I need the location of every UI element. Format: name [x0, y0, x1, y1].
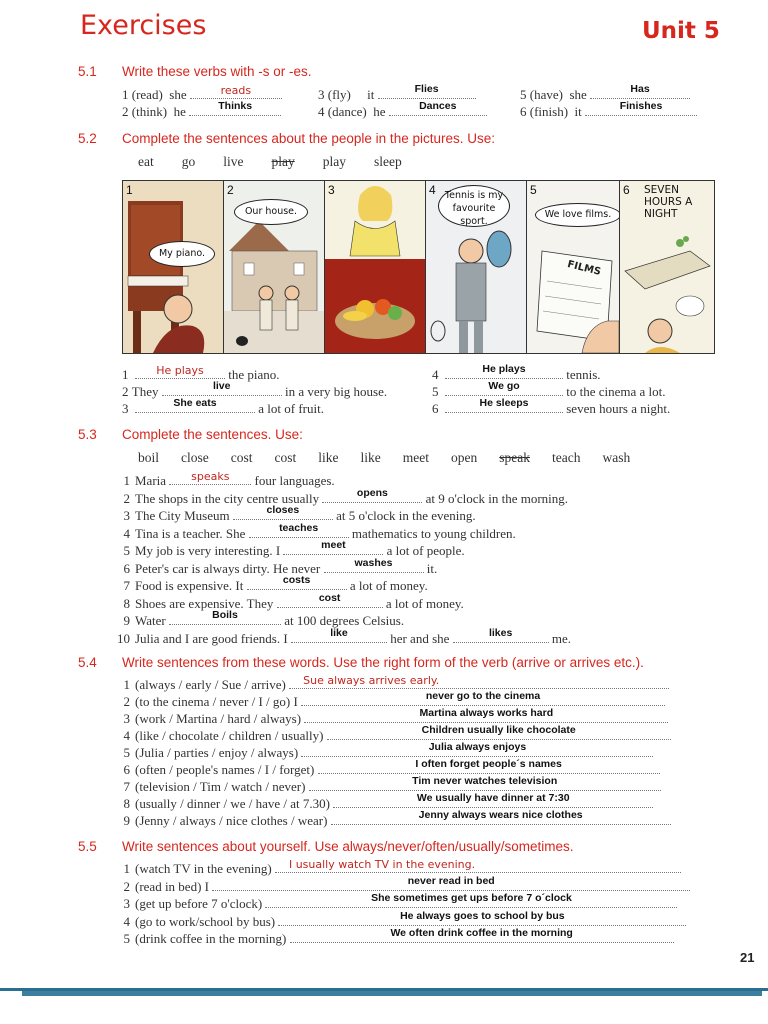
ex55-item: 1 (watch TV in the evening) I usually watch TV in the evening. — [114, 860, 690, 878]
ex53-item: 8 Shoes are expensive. They cost a lot of money. — [123, 591, 464, 611]
section-5-2-number: 5.2 — [78, 131, 97, 146]
picture-3-fruit: 3 — [324, 180, 426, 354]
answer-line[interactable]: We usually have dinner at 7:30 — [333, 795, 653, 808]
answer-line[interactable]: Sue always arrives early. — [289, 676, 669, 689]
ex53-list — [114, 472, 571, 647]
answer-blank[interactable]: Dances — [389, 103, 487, 116]
answer-blank[interactable]: He plays — [445, 366, 563, 379]
answer-line[interactable]: I usually watch TV in the evening. — [275, 860, 681, 873]
answer-line[interactable]: Tim never watches television — [309, 778, 661, 791]
piano-illustration — [123, 181, 223, 353]
section-5-4-number: 5.4 — [78, 655, 97, 670]
section-5-2-instruction: Complete the sentences about the people in the pictures. Use: — [122, 131, 495, 146]
section-5-5-number: 5.5 — [78, 839, 97, 854]
speech-bubble-1: My piano. — [149, 241, 215, 267]
word-box-5-2: eat go live play play sleep — [138, 154, 402, 169]
section-5-3-number: 5.3 — [78, 427, 97, 442]
ex53-item: 5 My job is very interesting. I meet a lot of people. — [123, 539, 465, 558]
answer-blank[interactable]: Finishes — [585, 103, 697, 116]
ex55-item: 3 (get up before 7 o'clock) She sometimes get ups before 7 o´clock — [114, 895, 690, 913]
ex52-item-3: 3 She eats a lot of fruit. — [122, 397, 324, 416]
answer-blank[interactable]: live — [162, 383, 282, 396]
page-title: Exercises — [80, 10, 207, 41]
speech-bubble-4: Tennis is my favourite sport. — [438, 185, 510, 227]
answer-blank[interactable]: closes — [233, 507, 333, 520]
answer-line[interactable]: Children usually like chocolate — [327, 727, 671, 740]
ex55-item: 2 (read in bed) I never read in bed — [114, 878, 690, 896]
speech-bubble-5: We love films. — [535, 203, 620, 227]
speech-bubble-2: Our house. — [234, 199, 308, 225]
section-5-1-instruction: Write these verbs with -s or -es. — [122, 64, 312, 79]
answer-blank[interactable]: He sleeps — [445, 400, 563, 413]
ex51-item-4: 4 (dance) he Dances — [318, 103, 487, 120]
section-5-3-instruction: Complete the sentences. Use: — [122, 427, 303, 442]
answer-blank[interactable]: opens — [322, 490, 422, 503]
answer-blank[interactable]: meet — [283, 542, 383, 555]
answer-line[interactable]: She sometimes get ups before 7 o´clock — [265, 895, 677, 908]
word-box-5-3: boil close cost cost like like meet open speak teach wash — [138, 450, 631, 465]
fruit-illustration — [325, 181, 425, 353]
ex51-item-2: 2 (think) he Thinks — [122, 103, 281, 120]
answer-blank[interactable]: likes — [453, 630, 549, 643]
ex54-item: 3 (work / Martina / hard / always) Martina always works hard — [114, 710, 671, 727]
ex54-item: 1 (always / early / Sue / arrive) Sue always arrives early. — [114, 676, 671, 693]
answer-line[interactable]: Julia always enjoys — [301, 744, 653, 757]
answer-blank[interactable]: He plays — [135, 366, 225, 379]
answer-line[interactable]: I often forget people´s names — [318, 761, 660, 774]
picture-5-films: 5 FILMS We love films. — [526, 180, 620, 354]
ex55-item: 4 (go to work/school by bus) He always goes to school by bus — [114, 913, 690, 931]
answer-blank[interactable]: cost — [277, 595, 383, 608]
answer-line[interactable]: He always goes to school by bus — [278, 913, 686, 926]
sleep-caption: SEVEN HOURS A NIGHT — [644, 184, 693, 220]
ex52-item-1: 1 He plays the piano. — [122, 364, 280, 382]
ex53-item: 4 Tina is a teacher. She teaches mathematics to young children. — [123, 521, 516, 541]
ex53-item: 6 Peter's car is always dirty. He never washes it. — [123, 556, 438, 576]
ex55-item: 5 (drink coffee in the morning) We often drink coffee in the morning — [114, 930, 690, 948]
ex54-item: 4 (like / chocolate / children / usually) Children usually like chocolate — [114, 727, 671, 744]
ex51-item-1: 1 (read) she reads — [122, 86, 282, 103]
picture-1-piano: 1 My piano. — [122, 180, 224, 354]
picture-4-tennis: 4 Tennis is my favourite sport. — [425, 180, 527, 354]
answer-blank[interactable]: We go — [445, 383, 563, 396]
answer-blank[interactable]: speaks — [169, 472, 251, 485]
answer-blank[interactable]: costs — [247, 577, 347, 590]
ex53-item: 3 The City Museum closes at 5 o'clock in the evening. — [123, 504, 476, 523]
answer-blank[interactable]: teaches — [249, 525, 349, 538]
ex51-item-6: 6 (finish) it Finishes — [520, 103, 697, 120]
ex54-item: 2 (to the cinema / never / I / go) I never go to the cinema — [114, 693, 671, 710]
answer-blank[interactable]: reads — [190, 86, 282, 99]
ex53-item: 9 Water Boils at 100 degrees Celsius. — [123, 609, 405, 628]
ex55-list — [114, 860, 690, 948]
answer-blank[interactable]: Flies — [378, 86, 476, 99]
ex54-list — [114, 676, 671, 829]
ex54-item: 5 (Julia / parties / enjoy / always) Julia always enjoys — [114, 744, 671, 761]
answer-blank[interactable]: washes — [324, 560, 424, 573]
answer-blank[interactable]: like — [291, 630, 387, 643]
films-newspaper-label: FILMS — [566, 259, 602, 278]
section-5-5-instruction: Write sentences about yourself. Use always/never/often/usually/sometimes. — [122, 839, 574, 854]
answer-blank[interactable]: Boils — [169, 612, 281, 625]
ex54-item: 7 (television / Tim / watch / never) Tim never watches television — [114, 778, 671, 795]
answer-blank[interactable]: She eats — [135, 400, 255, 413]
answer-blank[interactable]: Thinks — [189, 103, 281, 116]
ex51-item-5: 5 (have) she Has — [520, 86, 690, 103]
answer-blank[interactable]: Has — [590, 86, 690, 99]
picture-2-house: 2 Our house. — [223, 180, 325, 354]
ex54-item: 8 (usually / dinner / we / have / at 7.30) We usually have dinner at 7:30 — [114, 795, 671, 812]
answer-line[interactable]: never go to the cinema — [301, 693, 665, 706]
ex52-item-6: 6 He sleeps seven hours a night. — [432, 397, 671, 416]
section-5-4-instruction: Write sentences from these words. Use the right form of the verb (arrive or arrives etc.). — [122, 655, 644, 670]
ex52-item-2: 2 They live in a very big house. — [122, 380, 388, 399]
picture-6-sleep: 6 SEVEN HOURS A NIGHT — [619, 180, 715, 354]
answer-line[interactable]: Martina always works hard — [304, 710, 668, 723]
answer-line[interactable]: We often drink coffee in the morning — [290, 930, 674, 943]
unit-label: Unit 5 — [642, 18, 720, 44]
ex53-item: 2 The shops in the city centre usually opens at 9 o'clock in the morning. — [123, 486, 569, 506]
answer-line[interactable]: never read in bed — [212, 878, 690, 891]
page-number: 21 — [740, 950, 755, 965]
answer-line[interactable]: Jenny always wears nice clothes — [331, 812, 671, 825]
ex54-item: 9 (Jenny / always / nice clothes / wear) Jenny always wears nice clothes — [114, 812, 671, 829]
footer-bar — [22, 991, 762, 996]
ex52-item-4: 4 He plays tennis. — [432, 363, 601, 382]
ex51-item-3: 3 (fly) it Flies — [318, 86, 476, 103]
section-5-1-number: 5.1 — [78, 64, 97, 79]
ex53-item: 1 Maria speaks four languages. — [123, 470, 335, 488]
ex53-item: 10 Julia and I are good friends. I like her and she likes me. — [117, 626, 572, 646]
ex54-item: 6 (often / people's names / I / forget) I often forget people´s names — [114, 761, 671, 778]
ex52-item-5: 5 We go to the cinema a lot. — [432, 380, 666, 399]
ex53-item: 7 Food is expensive. It costs a lot of money. — [123, 574, 428, 593]
